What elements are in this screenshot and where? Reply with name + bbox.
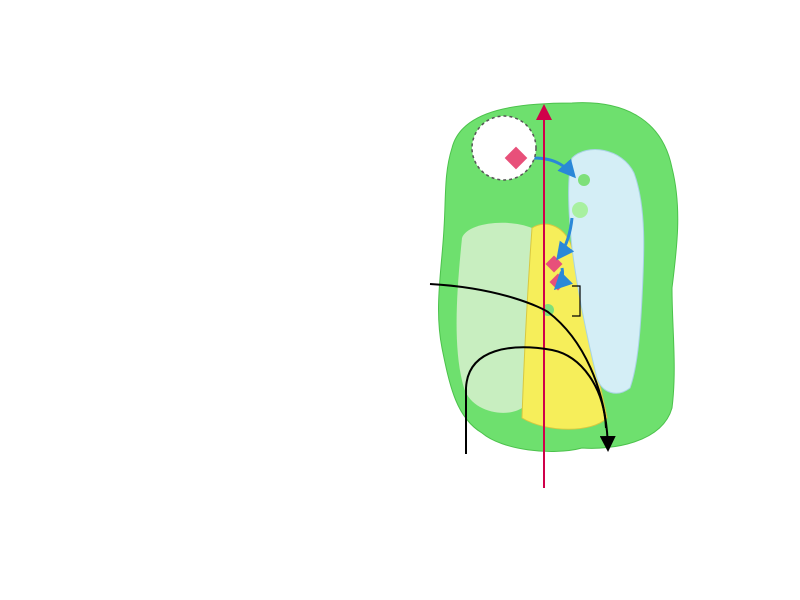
cu-a-atom-1 [578, 174, 590, 186]
protein-structure-image [12, 372, 372, 592]
cytochrome-c-circle [472, 116, 536, 180]
cu-a-atom-2 [572, 202, 588, 218]
cytochrome-oxidase-diagram [372, 88, 732, 508]
